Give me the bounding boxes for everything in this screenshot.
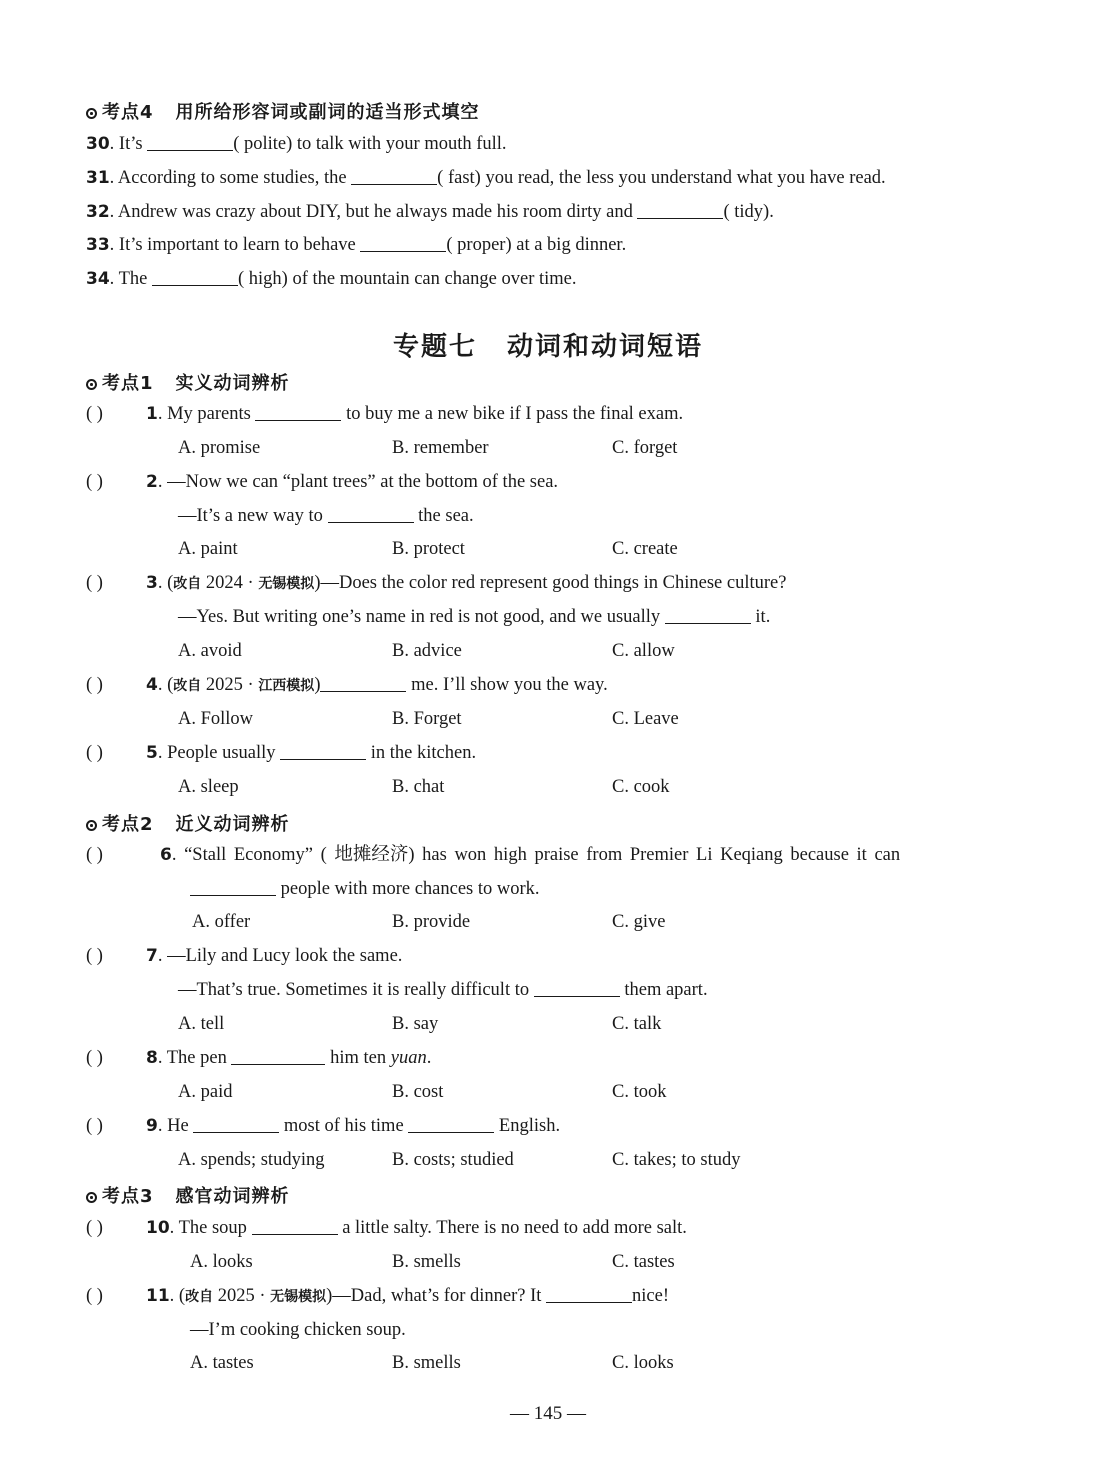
option-a[interactable]: A. tell bbox=[178, 1014, 225, 1034]
option-b[interactable]: B. say bbox=[392, 1014, 439, 1034]
option-a[interactable]: A. tastes bbox=[190, 1353, 254, 1373]
option-a[interactable]: A. paid bbox=[178, 1082, 233, 1102]
question-3: 3. (改自 2024 · 无锡模拟)—Does the color red represent good things in Chinese culture? bbox=[146, 573, 787, 593]
section-header-4 bbox=[86, 98, 480, 124]
section-header-3: 考点3 感官动词辨析 bbox=[86, 1182, 290, 1208]
option-a[interactable]: A. looks bbox=[190, 1252, 253, 1272]
answer-bracket[interactable]: ( ) bbox=[86, 743, 103, 763]
question-2-line2: —It’s a new way to the sea. bbox=[178, 506, 474, 526]
option-b[interactable]: B. smells bbox=[392, 1353, 461, 1373]
option-a[interactable]: A. spends; studying bbox=[178, 1150, 325, 1170]
chapter-title: 专题七 动词和动词短语 bbox=[392, 332, 704, 362]
option-c[interactable]: C. Leave bbox=[612, 709, 679, 729]
bullet-circle-icon bbox=[86, 820, 97, 831]
bullet-circle-icon bbox=[86, 1192, 97, 1203]
question-5: 5. People usually in the kitchen. bbox=[146, 743, 477, 763]
question-number: 34 bbox=[86, 269, 110, 289]
section-header-1: 考点1 实义动词辨析 bbox=[86, 369, 290, 395]
question-number: 31 bbox=[86, 168, 110, 188]
question-1: 1. My parents to buy me a new bike if I pass the final exam. bbox=[146, 404, 684, 424]
answer-bracket[interactable]: ( ) bbox=[86, 472, 103, 492]
question-number: 33 bbox=[86, 235, 110, 255]
question-2: 2. —Now we can “plant trees” at the bottom of the sea. bbox=[146, 472, 559, 492]
option-c[interactable]: C. forget bbox=[612, 438, 678, 458]
answer-bracket[interactable]: ( ) bbox=[86, 845, 103, 865]
answer-bracket[interactable]: ( ) bbox=[86, 1116, 103, 1136]
answer-bracket[interactable]: ( ) bbox=[86, 1048, 103, 1068]
answer-bracket[interactable]: ( ) bbox=[86, 404, 103, 424]
section-label: 考点4 bbox=[102, 102, 154, 123]
answer-bracket[interactable]: ( ) bbox=[86, 1218, 103, 1238]
option-a[interactable]: A. paint bbox=[178, 539, 238, 559]
answer-blank[interactable] bbox=[280, 742, 366, 760]
question-7: 7. —Lily and Lucy look the same. bbox=[146, 946, 403, 966]
option-b[interactable]: B. smells bbox=[392, 1252, 461, 1272]
answer-blank[interactable] bbox=[231, 1047, 325, 1065]
bullet-circle-icon bbox=[86, 108, 97, 119]
question-10: 10. The soup a little salty. There is no need to add more salt. bbox=[146, 1218, 687, 1238]
question-33: 33. It’s important to learn to behave ( proper) at a big dinner. bbox=[86, 235, 627, 255]
question-11-line2: —I’m cooking chicken soup. bbox=[190, 1320, 406, 1340]
answer-blank[interactable] bbox=[147, 133, 233, 151]
answer-bracket[interactable]: ( ) bbox=[86, 946, 103, 966]
section-title: 用所给形容词或副词的适当形式填空 bbox=[175, 102, 480, 123]
option-c[interactable]: C. create bbox=[612, 539, 678, 559]
answer-bracket[interactable]: ( ) bbox=[86, 1286, 103, 1306]
answer-blank[interactable] bbox=[637, 201, 723, 219]
option-c[interactable]: C. tastes bbox=[612, 1252, 675, 1272]
option-b[interactable]: B. remember bbox=[392, 438, 489, 458]
option-c[interactable]: C. took bbox=[612, 1082, 667, 1102]
answer-blank[interactable] bbox=[360, 234, 446, 252]
answer-blank[interactable] bbox=[351, 167, 437, 185]
question-3-line2: —Yes. But writing one’s name in red is not good, and we usually it. bbox=[178, 607, 771, 627]
option-b[interactable]: B. Forget bbox=[392, 709, 462, 729]
question-number: 30 bbox=[86, 134, 110, 154]
answer-bracket[interactable]: ( ) bbox=[86, 573, 103, 593]
option-a[interactable]: A. offer bbox=[192, 912, 251, 932]
question-9: 9. He most of his time English. bbox=[146, 1116, 561, 1136]
answer-blank[interactable] bbox=[408, 1115, 494, 1133]
question-8: 8. The pen him ten yuan. bbox=[146, 1048, 432, 1068]
answer-blank[interactable] bbox=[534, 979, 620, 997]
option-b[interactable]: B. advice bbox=[392, 641, 462, 661]
page-number: — 145 — bbox=[510, 1403, 586, 1424]
option-a[interactable]: A. Follow bbox=[178, 709, 254, 729]
question-30: 30. It’s ( polite) to talk with your mouth full. bbox=[86, 134, 507, 154]
answer-blank[interactable] bbox=[665, 606, 751, 624]
option-b[interactable]: B. costs; studied bbox=[392, 1150, 514, 1170]
question-31: 31. According to some studies, the ( fast) you read, the less you understand what you have read. bbox=[86, 168, 886, 188]
question-4: 4. (改自 2025 · 江西模拟) me. I’ll show you the way. bbox=[146, 675, 608, 695]
answer-blank[interactable] bbox=[252, 1217, 338, 1235]
option-c[interactable]: C. talk bbox=[612, 1014, 662, 1034]
answer-blank[interactable] bbox=[190, 878, 276, 896]
question-number: 32 bbox=[86, 202, 110, 222]
option-b[interactable]: B. protect bbox=[392, 539, 465, 559]
option-c[interactable]: C. takes; to study bbox=[612, 1150, 741, 1170]
answer-blank[interactable] bbox=[328, 505, 414, 523]
question-6-line2: people with more chances to work. bbox=[190, 877, 540, 901]
answer-blank[interactable] bbox=[255, 403, 341, 421]
option-c[interactable]: C. cook bbox=[612, 777, 670, 797]
answer-bracket[interactable]: ( ) bbox=[86, 675, 103, 695]
option-b[interactable]: B. provide bbox=[392, 912, 471, 932]
option-c[interactable]: C. looks bbox=[612, 1353, 674, 1373]
question-7-line2: —That’s true. Sometimes it is really difficult to them apart. bbox=[178, 980, 708, 1000]
option-a[interactable]: A. promise bbox=[178, 438, 261, 458]
answer-blank[interactable] bbox=[152, 268, 238, 286]
question-32: 32. Andrew was crazy about DIY, but he always made his room dirty and ( tidy). bbox=[86, 202, 774, 222]
section-header-2: 考点2 近义动词辨析 bbox=[86, 810, 290, 836]
question-11: 11. (改自 2025 · 无锡模拟)—Dad, what’s for dinner? It nice! bbox=[146, 1286, 670, 1306]
answer-blank[interactable] bbox=[193, 1115, 279, 1133]
option-c[interactable]: C. give bbox=[612, 912, 666, 932]
option-b[interactable]: B. cost bbox=[392, 1082, 444, 1102]
answer-blank[interactable] bbox=[320, 674, 406, 692]
option-a[interactable]: A. sleep bbox=[178, 777, 239, 797]
option-c[interactable]: C. allow bbox=[612, 641, 675, 661]
bullet-circle-icon bbox=[86, 379, 97, 390]
option-a[interactable]: A. avoid bbox=[178, 641, 242, 661]
answer-blank[interactable] bbox=[546, 1285, 632, 1303]
option-b[interactable]: B. chat bbox=[392, 777, 445, 797]
question-6: 6. “Stall Economy” ( 地摊经济) has won high praise from Premier Li Keqiang because it can bbox=[160, 845, 901, 865]
question-34: 34. The ( high) of the mountain can change over time. bbox=[86, 269, 577, 289]
